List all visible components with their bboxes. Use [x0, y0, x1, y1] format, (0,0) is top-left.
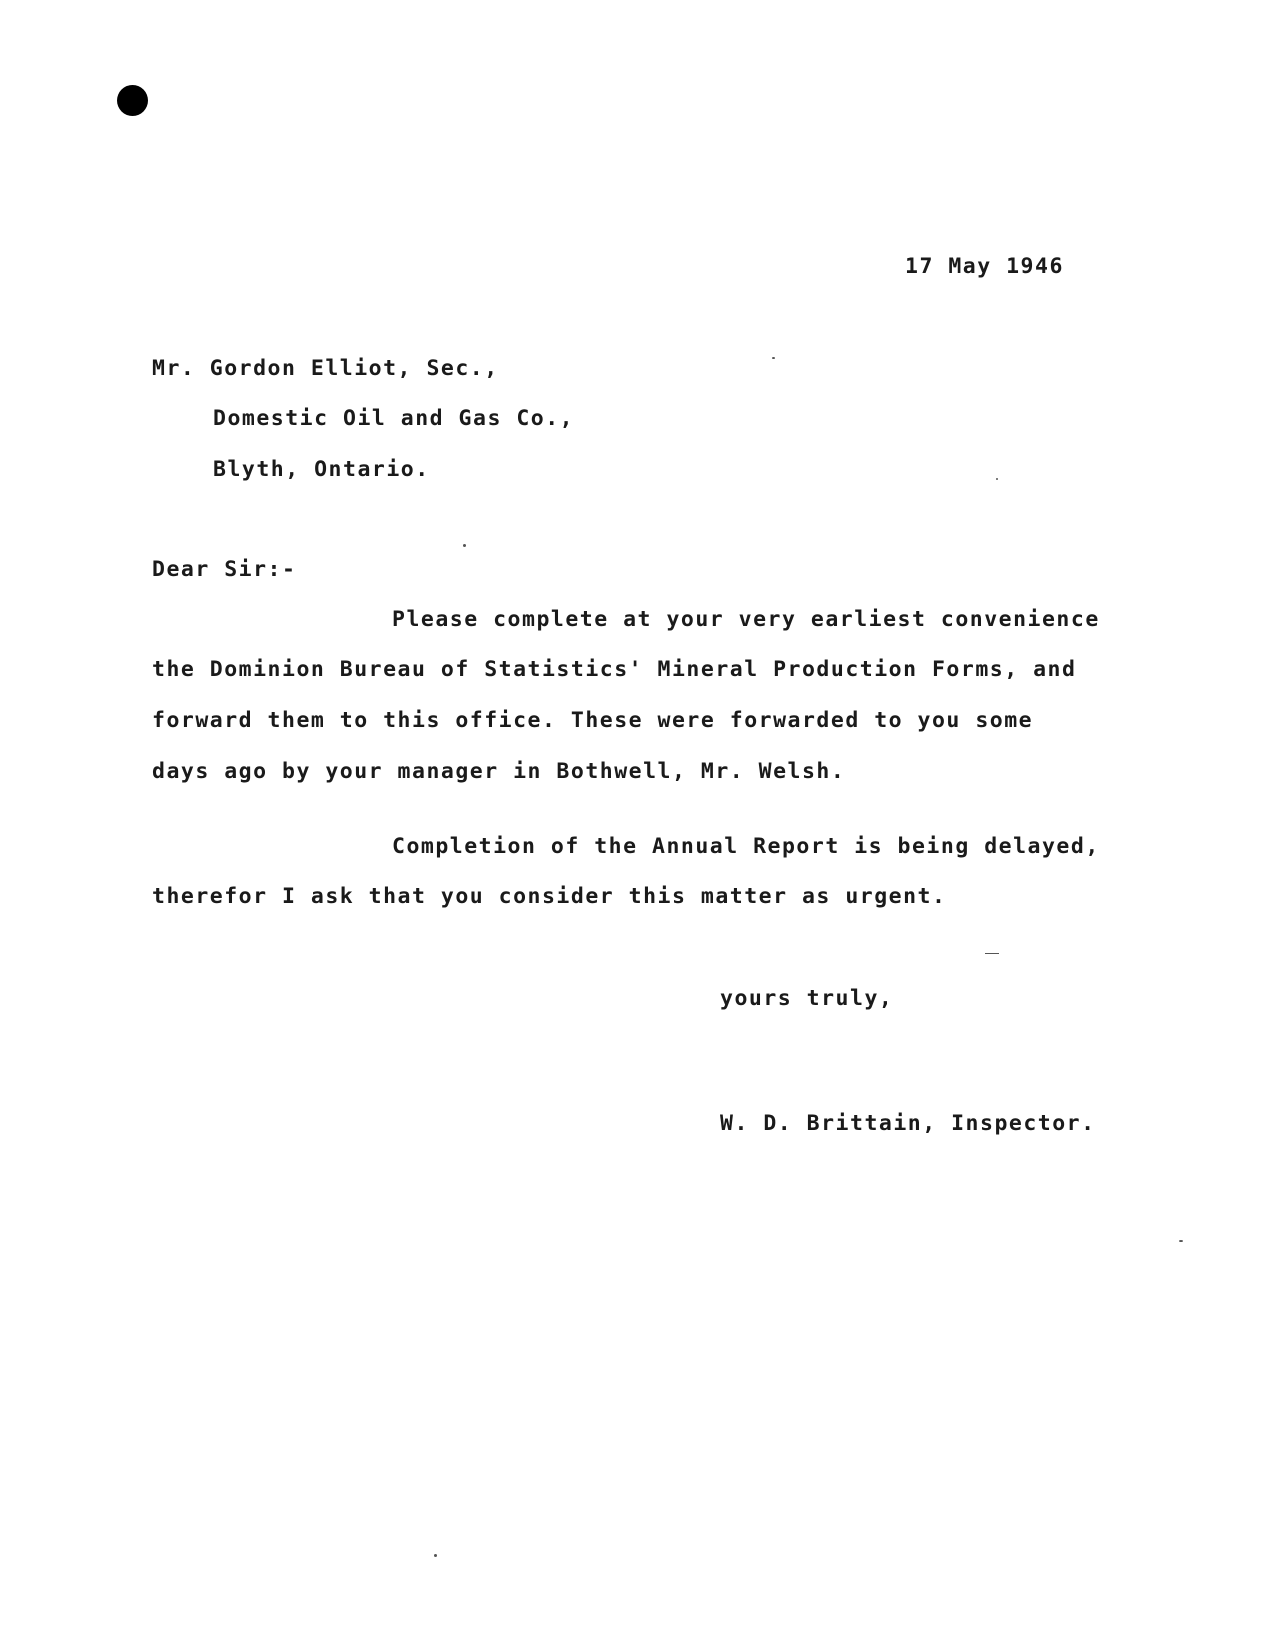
recipient-name: Mr. Gordon Elliot, Sec., [152, 356, 499, 381]
closing: yours truly, [720, 986, 894, 1011]
paper-speck [985, 953, 999, 954]
paper-speck [434, 1554, 437, 1557]
paper-speck [463, 544, 466, 547]
paper-speck [1179, 1240, 1183, 1242]
paper-speck [772, 357, 775, 359]
body-line: Completion of the Annual Report is being delayed, [392, 834, 1100, 859]
recipient-city: Blyth, Ontario. [213, 457, 430, 482]
paper-speck [996, 478, 998, 480]
salutation: Dear Sir:- [152, 557, 297, 582]
body-line: therefor I ask that you consider this matter as urgent. [152, 884, 947, 909]
signature: W. D. Brittain, Inspector. [720, 1111, 1096, 1136]
body-line: forward them to this office. These were forwarded to you some [152, 708, 1034, 733]
recipient-company: Domestic Oil and Gas Co., [213, 406, 575, 431]
body-line: the Dominion Bureau of Statistics' Mineral Production Forms, and [152, 657, 1077, 682]
body-line: days ago by your manager in Bothwell, Mr. Welsh. [152, 759, 846, 784]
body-line: Please complete at your very earliest convenience [392, 607, 1100, 632]
punch-hole [117, 85, 148, 116]
letter-date: 17 May 1946 [905, 254, 1064, 279]
